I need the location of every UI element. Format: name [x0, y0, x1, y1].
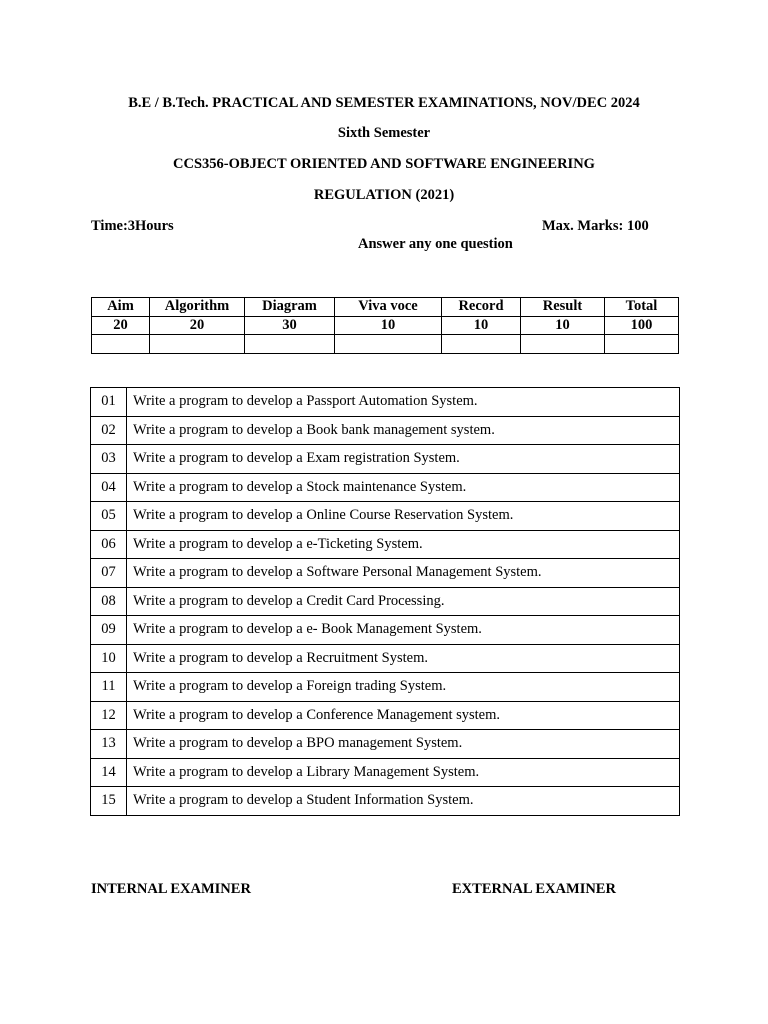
marks-value-cell: 10 — [521, 316, 605, 335]
question-text: Write a program to develop a Student Information System. — [127, 787, 680, 816]
question-row — [91, 530, 680, 559]
question-row — [91, 730, 680, 759]
question-text: Write a program to develop a Online Course Reservation System. — [127, 502, 680, 531]
question-number: 10 — [91, 644, 127, 673]
question-number: 08 — [91, 587, 127, 616]
question-number: 12 — [91, 701, 127, 730]
marks-header-row — [92, 298, 679, 317]
semester-label: Sixth Semester — [337, 125, 431, 141]
question-text: Write a program to develop a Foreign trading System. — [127, 673, 680, 702]
question-row — [91, 673, 680, 702]
marks-value-cell: 10 — [335, 316, 442, 335]
question-number: 01 — [91, 388, 127, 417]
marks-blank-row — [92, 335, 679, 354]
question-text: Write a program to develop a Stock maintenance System. — [127, 473, 680, 502]
question-number: 04 — [91, 473, 127, 502]
marks-header-cell: Diagram — [245, 298, 335, 317]
marks-value-cell: 100 — [605, 316, 679, 335]
marks-value-cell: 20 — [150, 316, 245, 335]
external-examiner-label: EXTERNAL EXAMINER — [452, 881, 616, 897]
question-row — [91, 787, 680, 816]
question-row — [91, 701, 680, 730]
question-text: Write a program to develop a Software Personal Management System. — [127, 559, 680, 588]
question-row — [91, 388, 680, 417]
question-text: Write a program to develop a Credit Card Processing. — [127, 587, 680, 616]
question-number: 15 — [91, 787, 127, 816]
question-text: Write a program to develop a Passport Automation System. — [127, 388, 680, 417]
max-marks-label: Max. Marks: 100 — [542, 218, 649, 234]
question-number: 14 — [91, 758, 127, 787]
marks-header-cell: Record — [442, 298, 521, 317]
question-text: Write a program to develop a Exam registration System. — [127, 445, 680, 474]
question-text: Write a program to develop a Library Management System. — [127, 758, 680, 787]
question-text: Write a program to develop a Book bank management system. — [127, 416, 680, 445]
marks-value-cell: 30 — [245, 316, 335, 335]
question-number: 11 — [91, 673, 127, 702]
marks-blank-cell — [335, 335, 442, 354]
question-row — [91, 616, 680, 645]
marks-value-cell: 20 — [92, 316, 150, 335]
question-number: 06 — [91, 530, 127, 559]
time-label: Time:3Hours — [91, 218, 174, 234]
question-number: 03 — [91, 445, 127, 474]
marks-value-cell: 10 — [442, 316, 521, 335]
question-row — [91, 502, 680, 531]
question-number: 02 — [91, 416, 127, 445]
question-text: Write a program to develop a Conference Management system. — [127, 701, 680, 730]
marks-blank-cell — [245, 335, 335, 354]
question-table — [90, 387, 680, 816]
question-number: 09 — [91, 616, 127, 645]
question-row — [91, 416, 680, 445]
question-row — [91, 758, 680, 787]
marks-header-cell: Viva voce — [335, 298, 442, 317]
question-text: Write a program to develop a Recruitment System. — [127, 644, 680, 673]
question-number: 05 — [91, 502, 127, 531]
marks-header-cell: Total — [605, 298, 679, 317]
marks-blank-cell — [150, 335, 245, 354]
question-row — [91, 473, 680, 502]
question-number: 13 — [91, 730, 127, 759]
question-row — [91, 445, 680, 474]
question-number: 07 — [91, 559, 127, 588]
internal-examiner-label: INTERNAL EXAMINER — [91, 881, 251, 897]
marks-value-row — [92, 316, 679, 335]
marks-header-cell: Result — [521, 298, 605, 317]
regulation-label: REGULATION (2021) — [313, 187, 455, 203]
marks-blank-cell — [521, 335, 605, 354]
question-row — [91, 559, 680, 588]
course-title: CCS356-OBJECT ORIENTED AND SOFTWARE ENGINEERING — [173, 156, 595, 172]
marks-header-cell: Aim — [92, 298, 150, 317]
marks-table — [91, 297, 679, 354]
question-text: Write a program to develop a BPO management System. — [127, 730, 680, 759]
marks-blank-cell — [442, 335, 521, 354]
marks-header-cell: Algorithm — [150, 298, 245, 317]
question-text: Write a program to develop a e-Ticketing System. — [127, 530, 680, 559]
marks-blank-cell — [605, 335, 679, 354]
marks-blank-cell — [92, 335, 150, 354]
exam-title: B.E / B.Tech. PRACTICAL AND SEMESTER EXAMINATIONS, NOV/DEC 2024 — [128, 95, 640, 111]
instruction-label: Answer any one question — [358, 236, 513, 252]
question-row — [91, 644, 680, 673]
question-text: Write a program to develop a e- Book Management System. — [127, 616, 680, 645]
question-row — [91, 587, 680, 616]
